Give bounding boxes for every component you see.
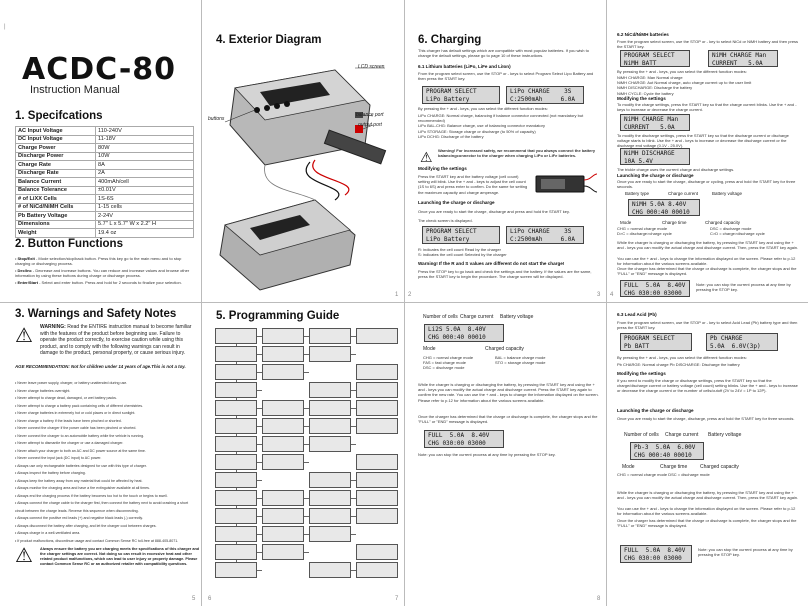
lcd-nimh-status: NiMH 5.0A 8.40V CHG 000:40 00010 <box>628 199 700 216</box>
spec-row <box>16 186 194 195</box>
spec-label: # of LiXX Cells <box>16 195 96 204</box>
nimh-mode-legend <box>617 226 799 236</box>
nimh-modes-text: By pressing the + and - keys, you can select the different function modes: <box>617 69 747 74</box>
spec-label: # of NiCd/NiMH Cells <box>16 203 96 212</box>
label-buttons: buttons <box>208 116 225 122</box>
flowchart-step <box>215 436 257 452</box>
lcd-nimh-full: FULL 5.0A 8.40V CHG 030:00 03000 <box>620 280 690 297</box>
legend-item: CHG = normal charge mode <box>423 355 474 360</box>
flowchart-connector <box>351 534 356 535</box>
label-battery-voltage: Battery voltage <box>712 191 743 196</box>
lead-text: From the program select screen, use the STOP or - key to select Acid Lead (Pb) battery type and then press the START key. <box>617 320 798 331</box>
button-function-decinc: • Dec/Inc - Decrease and increase buttons. You can reduce and increase values and browse other information by using these buttons during charge or discharge process. <box>15 268 190 279</box>
flowchart-step <box>215 562 257 578</box>
spec-label: Balance Tolerance <box>16 186 96 195</box>
nimh-modify-text: To modify the charge settings, press the START key so that the charge current blinks. Use the + and - keys to increase or decrease the charge current. <box>617 102 797 113</box>
spec-label: AC Input Voltage <box>16 127 96 136</box>
label-charge-current: Charge current <box>460 314 494 320</box>
mode-item: NiMH CHARGE: Aut Normal charge, auto charge current up to the user limit <box>617 80 752 86</box>
label-output-port: output port <box>358 122 382 128</box>
lead-screens-text: You can use the + and - keys to change the information displayed on the screen. Please refer to p.12 for information about the various screens available. <box>617 506 796 517</box>
nimh-discharge-text: To modify the discharge settings, press the START key so that the discharge current or discharge voltage starts to blink. Use the + and - keys to increase or decrease the discharge current or the discharge end voltage (0.1V - 25.0V). <box>617 133 789 149</box>
warning-item: • Never charge batteries in extremely hot or cold places or in direct sunlight. <box>15 410 195 418</box>
lithium-mode-list <box>418 113 598 139</box>
flowchart-step <box>262 436 304 452</box>
flowchart-connector <box>304 552 309 553</box>
spec-value: 5.7" L x 5.7" W x 2.2" H <box>96 220 194 229</box>
mode-legend-left <box>423 355 503 371</box>
lead-modes: Pb CHARGE: Normal charge Pb DISCHARGE: Discharge the battery <box>617 362 740 367</box>
flowchart-step <box>215 490 257 506</box>
spec-label: Discharge Rate <box>16 169 96 178</box>
flowchart-step <box>356 364 398 380</box>
spec-label: Charge Power <box>16 144 96 153</box>
buttons-heading: 2. Button Functions <box>15 238 123 250</box>
rs-warning: Warning! If the R and S values are different do not start the charge! <box>418 261 565 266</box>
label-balance-port: balance port <box>356 112 384 118</box>
flowchart-step <box>262 490 304 506</box>
warning-item: • Always connect the charge cable to the charger first, then connect the battery next to avoid crashing a short circuit between the charge leads. Reverse this sequence when disconnecting. <box>15 500 195 515</box>
flowchart-connector <box>351 444 356 445</box>
flowchart-step <box>215 364 257 380</box>
nimh-launch-heading: Launching the charge or discharge <box>617 173 694 178</box>
lcd-lipo-charge: LiPo CHARGE 3S C:2500mAh 6.0A <box>506 86 584 104</box>
warning-item: • Never charge a battery if the leads have been pinched or shorted. <box>15 418 195 426</box>
rs-explanation: R: indicates the cell count Read by the charger S: indicates the cell count Selected by the charger <box>418 247 507 258</box>
warning-item: • Never attach your charger to both an AC and DC power source at the same time. <box>15 448 195 456</box>
warning-item: • Always disconnect the battery after charging, and let the charger cool between charges. <box>15 523 195 531</box>
fold-line <box>201 0 202 606</box>
page-number: 7 <box>395 596 399 602</box>
page-number: 8 <box>597 596 601 602</box>
nimh-trickle-text: The trickle charge uses the current charge and discharge settings. <box>617 167 735 172</box>
charging-adjust-text: While the charger is charging or discharging the battery, by pressing the START key and using the + and - keys you can modify the actual charge and discharge current. Press the START key again to confirm the new rate. You can use the + and - keys to change the information displayed on the screen. Please refer to p.12 for information about the various screens available. <box>418 382 599 403</box>
lcd-nimh-charge: NiMH CHARGE Man CURRENT 5.0A <box>708 50 778 67</box>
flowchart-step <box>215 544 257 560</box>
lead-modify-heading: Modifying the settings <box>617 371 666 376</box>
label-mode: Mode <box>622 464 635 470</box>
spec-row <box>16 203 194 212</box>
page-number: 6 <box>208 596 212 602</box>
flowchart-step <box>309 418 351 434</box>
mode-item: NiMH CYCLE: Cycle the battery <box>617 90 674 96</box>
lcd-check-right: LiPo CHARGE 3S C:2500mAh 6.0A <box>506 226 584 244</box>
warning-intro: WARNING: Read the ENTIRE instruction manual to become familiar with the features of the product before beginning use. Failure to operate the product correctly, to exercise caution while using this product, and to comply with the following warnings can result in damage to the product, personal property, or cause serious injury. <box>40 324 192 357</box>
nicd-heading: 6.2 NiCd/NiMH batteries <box>617 32 669 37</box>
rs-warning-text: Press the STOP key to go back and check the settings and the battery. If the values are the same, press the START key to begin the procedure. The charge screen will be displayed. <box>418 269 592 280</box>
spec-value: ±0.01V <box>96 186 194 195</box>
spec-value: 8A <box>96 161 194 170</box>
warning-item: • Never charge batteries overnight. <box>15 388 195 396</box>
check-text: The check screen is displayed. <box>418 218 473 223</box>
flowchart-connector <box>257 570 262 571</box>
lipo-balance-warning: Warning! For increased safety, we recommend that you always connect the battery balancingconnector to the charger when charging LiPo or LiFe batteries. <box>438 148 596 159</box>
spec-value: 80W <box>96 144 194 153</box>
flowchart-step <box>215 508 257 524</box>
warnings-heading: 3. Warnings and Safety Notes <box>15 308 177 320</box>
mode-item: NiMH CHARGE: Man Normal charge <box>617 75 683 80</box>
flowchart-step <box>262 364 304 380</box>
flowchart-step <box>356 508 398 524</box>
spec-value: 1-15 cells <box>96 203 194 212</box>
spec-value: 2-24V <box>96 212 194 221</box>
label-mode: Mode <box>620 220 632 225</box>
label-number-of-cells: Number of cells <box>423 314 458 320</box>
age-recommendation: AGE RECOMMENDATION: Not for children under 14 years of age.This is not a toy. <box>15 364 186 369</box>
warning-footer: Always ensure the battery you are charging meets the specifications of this charger and the charger settings are correct. Not doing so can result in excessive heat and other related product malfunctions, which can lead to user injury or property damage. Please contact Common Sense RC or an authorized retailer with compatibility questions. <box>40 547 200 566</box>
flowchart-step <box>215 526 257 542</box>
label-battery-voltage: Battery voltage <box>500 314 534 320</box>
spec-label: Dimensions <box>16 220 96 229</box>
flowchart-step <box>309 346 351 362</box>
flowchart-step <box>356 472 398 488</box>
label-charge-time: Charge time <box>662 220 687 225</box>
flowchart-step <box>262 400 304 416</box>
mode-item: LiPo CHARGE: Normal charge, balancing if balance connector connected (not mandatory but recommended) <box>418 113 584 124</box>
lcd-nimh-current: NiMH CHARGE Man CURRENT 5.0A <box>620 114 690 131</box>
spec-row <box>16 152 194 161</box>
flowchart-step <box>262 454 304 470</box>
flowchart-step <box>215 418 257 434</box>
lithium-heading: 6.1 Lithium batteries (LiPo, LiFe and LiIon) <box>418 64 511 69</box>
spec-row <box>16 127 194 136</box>
fold-line <box>404 0 405 606</box>
flowchart-step <box>356 382 398 398</box>
warning-item: • Always connect the positive red leads (+) and negative black leads (-) correctly. <box>15 515 195 523</box>
label-number-of-cells: Number of cells <box>624 432 659 438</box>
spec-row <box>16 135 194 144</box>
lipo-battery-illustration <box>533 170 599 198</box>
flowchart-step <box>309 436 351 452</box>
spec-row <box>16 161 194 170</box>
flowchart-step <box>262 508 304 524</box>
nimh-screens-text: You can use the + and - keys to change the information displayed on the screen. Please refer to p.12 for information about the various screens available. <box>617 256 796 267</box>
flowchart-step <box>356 454 398 470</box>
flowchart-connector <box>257 480 262 481</box>
lcd-program-select-lipo: PROGRAM SELECT LiPo Battery <box>422 86 500 104</box>
warning-item: • Always keep the battery away from any material that could be affected by heat. <box>15 478 195 486</box>
warning-icon: ⚠ <box>15 325 33 347</box>
label-battery-type: Battery type <box>625 191 650 196</box>
fold-line <box>0 302 808 303</box>
modify-text: Press the START key and the battery voltage (cell count) setting will blink. Use the + and - keys to adjust the cell count (1S to 6S) and press enter to confirm. Do the same for setting the maximum capacity and charge amperage. <box>418 174 528 195</box>
stop-note: Note: you can stop the current process at any time by pressing the STOP key. <box>418 452 556 457</box>
charging-complete-text: Once the charger has determined that the charge or discharge is complete, the charger stops and the "FULL" or "END" message is displayed. <box>418 414 598 425</box>
warning-item: • Always charge in a well-ventilated area. <box>15 530 195 538</box>
mode-item: LiPo DCHG: Discharge of the battery <box>418 133 484 139</box>
flowchart-connector <box>304 372 309 373</box>
flowchart-step <box>309 382 351 398</box>
charging-heading: 6. Charging <box>418 34 482 46</box>
page-number: 2 <box>408 292 412 298</box>
button-function-enter: • Enter/Start - Select and enter button. Press and hold for 2 seconds to finalize your selection. <box>15 280 182 285</box>
flowchart-step <box>356 562 398 578</box>
warning-list <box>15 380 195 545</box>
flowchart-step <box>309 400 351 416</box>
lead-launch-text: Once you are ready to start the charge, discharge, press and hold the START key for three seconds. <box>617 416 795 421</box>
lcd-check-left: PROGRAM SELECT LiPo Battery <box>422 226 500 244</box>
warning-item: • Never attempt to dismantle the charger or use a damaged charger. <box>15 440 195 448</box>
lead-launch-heading: Launching the charge or discharge <box>617 408 694 413</box>
flowchart-connector <box>257 390 262 391</box>
label-mode: Mode <box>423 346 436 352</box>
flowchart-step <box>309 526 351 542</box>
lead-heading: 6.3 Lead Acid (Pb) <box>617 312 657 317</box>
lithium-text: From the program select screen, use the STOP or - keys to select Program Select Lipo Battery and then press the START key. <box>418 71 594 82</box>
lead-complete-text: Once the charger has determined that the charge or discharge is complete, the charger stops and the "FULL" or "END" message is displayed. <box>617 518 797 529</box>
lcd-program-select-nimh: PROGRAM SELECT NiMH BATT <box>620 50 690 67</box>
label-charged-capacity: Charged capacity <box>700 464 739 470</box>
programming-heading: 5. Programming Guide <box>216 310 340 322</box>
spec-row <box>16 178 194 187</box>
spec-label: Pb Battery Voltage <box>16 212 96 221</box>
flowchart-connector <box>304 462 309 463</box>
lead-adjust-text: While the charger is charging or discharging the battery, by pressing the START key and using the + and - keys you can modify the actual charge and discharge current. Then, press the START key again. <box>617 490 799 501</box>
flowchart-step <box>262 418 304 434</box>
flowchart-step <box>356 400 398 416</box>
lcd-nimh-discharge: NiMH DISCHARGE 10A 5.4V <box>620 148 690 165</box>
button-function-stop: • Stop/Exit - Mode selection/stop/back button. Press this key go to the main menu and to stop charging or discharging process. <box>15 256 182 267</box>
lead-stop-note: Note: you can stop the current process at any time by pressing the STOP key. <box>698 547 793 558</box>
flowchart-step <box>262 544 304 560</box>
lead-mode-legend: CHG = normal charge mode DSC = discharge mode <box>617 472 710 477</box>
warning-item: • Never attempt to charge dead, damaged, or wet battery packs. <box>15 395 195 403</box>
spec-row <box>16 220 194 229</box>
manual-spread: | 1 2 3 4 5 6 7 8 ACDC-80 Instruction Manual 1. Specifcations AC Input Voltage 110-240V DC Input Voltage 11-18V Charge Power 80W Discharge Power 10W Charge Rate 8A Discharge Rate 2A Balance Current 400mAh/cell Balance Tolerance ±0.01V # of LiXX Cells 1S-6S # of NiCd/NiMH Cells 1-15 cells Pb Battery Voltage 2-24V Dimensions 5.7" L x 5.7" W x 2.2" H Weight 19.4 oz 2. Button Functions • Stop/Exit - Mode selection/stop/back button. Press this key go to the main menu and to stop charging or discharging process. • Dec/Inc - Decrease and increase buttons. You can reduce and increase values and browse other information by using these buttons during charge or discharge process. • Enter/Start - Select and enter button. Press and hold for 2 seconds to finalize your selection. 3. Warnings and Safety Notes ⚠ WARNING: Read the ENTIRE instruction manual to become familiar with the features of the product before beginning use. Failure to operate the product correctly, to exercise caution while using this product, and to comply with the following warnings can result in damage to the product, personal property, or cause serious injury. AGE RECOMMENDATION: Not for children under 14 years of age.This is not a toy. • Never leave power supply, charger, or battery unattended during use. • Never charge batteries overnight. • Never attempt to charge dead, damaged, or wet battery packs. • Never attempt to charge a battery pack containing cells of different chemistries. • Never charge batteries in extremely hot or cold places or in direct sunlight. • Never charge a battery if the leads have been pinched or shorted. • Never connect the charger if the power cable has been pinched or shorted. • Never connect the charger to an automobile battery while the vehicle is running. • Never attempt to dismantle the charger or use a damaged charger. • Never attach your charger to both an AC and DC power source at the same time. • Never connect the input jack (DC input) to AC power. • Always use only rechargeable batteries designed for use with this type of charger. • Always inspect the battery before charging. • Always keep the battery away from any material that could be affected by heat. • Always monitor the charging area and have a fire extinguisher available at all times. • Always end the charging process if the battery becomes too hot to the touch or begins to swell. • Always connect the charge cable to the charger first, then connect the battery next to avoid crashing a short circuit between the charge leads. Reverse this sequence when disconnecting. • Always connect the positive red leads (+) and negative black leads (-) correctly. • Always disconnect the battery after charging, and let the charger cool between charges. • Always charge in a well-ventilated area. • If product malfunctions, discontinue usage and contact Common Sense RC toll-free at 888-405-8071. ⚠ Always ensure the battery you are charging meets the specifications of this charger and the charger settings are correct. Not doing so can result in excessive heat and other related product malfunctions, which can lead to user injury or property damage. Please contact Common Sense RC or an authorized retailer with compatibility questions. 4. Exterior Diagram LCD screen buttons balance port output port 5. Programming Guide 6. Charging This charger has default settings which are compatible with most popular batteries. If you wish to change the default settings, please go to page 10 of these instructions. 6.1 Lithium batteries (LiPo, LiFe and LiIon) From the program select screen, use the STOP or - keys to select Program Select Lipo Battery and then press the START key. PROGRAM SELECT LiPo Battery LiPo CHARGE 3S C:2500mAh 6.0A By pressing the + and - keys, you can select the different function modes: LiPo CHARGE: Normal charge, balancing if balance connector connected (not mandatory but recommended) LiPo BAL-CHG: Balance charge, use of balancing connector mandatory LiPo STORAGE: Storage charge or discharge (to 50% of capacity) LiPo DCHG: Discharge of the battery ⚠ Warning! For increased safety, we recommend that you always connect the battery balancingconnector to the charger when charging LiPo or LiFe batteries. Modifying the settings Press the START key and the battery voltage (cell count) setting will blink. Use the + and - keys to adjust the cell count (1S to 6S) and press enter to confirm. Do the same for setting the maximum capacity and charge amperage. Launching the charge or discharge Once you are ready to start the charge, discharge and press and hold the START key. The check screen is displayed. PROGRAM SELECT LiPo Battery LiPo CHARGE 3S C:2500mAh 6.0A R: indicates the cell count Read by the charger S: indicates the cell count Selected by the charger Warning! If the R and S values are different do not start the charge! Press the STOP key to go back and check the settings and the battery. If the values are the same, press the START key to begin the procedure. The charge screen will be displayed. Number of cells Charge current Battery voltage Li2S 5.0A 8.40V CHG 000:40 00010 Mode Charged capacity CHG = normal charge mode FAS = fast charge mode DSC = discharge mode BAL = balance charge mode STO = storage charge mode While the charger is charging or discharging the battery, by pressing the START key and using the + and - keys you can modify the actual charge and discharge current. Press the START key again to confirm the new rate. You can use the + and - keys to change the information displayed on the screen. Please refer to p.12 for information about the various screens available. Once the charger has determined that the charge or discharge is complete, the charger stops and the "FULL" or "END" message is displayed. FULL 5.0A 8.40V CHG 030:00 03000 Note: you can stop the current process at any time by pressing the STOP key. 6.2 NiCd/NiMH batteries From the program select screen, use the STOP or - key to select NiCd or NiMH battery and then press the START key. PROGRAM SELECT NiMH BATT NiMH CHARGE Man CURRENT 5.0A By pressing the + and - keys, you can select the different function modes: NiMH CHARGE: Man Normal charge NiMH CHARGE: Aut Normal charge, auto charge current up to the user limit NiMH DISCHARGE: Discharge the battery NiMH CYCLE: Cycle the battery Modifying the settings To modify the charge settings, press the START key so that the charge current blinks. Use the + and - keys to increase or decrease the charge current. NiMH CHARGE Man CURRENT 5.0A To modify the discharge settings, press the START key so that the discharge current or discharge voltage starts to blink. Use the + and - keys to increase or decrease the discharge current or the discharge end voltage (0.1V - 25.0V). NiMH DISCHARGE 10A 5.4V The trickle charge uses the current charge and discharge settings. Launching the charge or discharge Once you are ready to start the charge, discharge or cycling, press and hold the START key for three seconds. Battery type Charge current Battery voltage NiMH 5.0A 8.40V CHG 000:40 00010 Mode Charge time Charged capacity CHG = normal charge mode D>C = discharge>charge cycle DSC = discharge mode C>D = charge>discharge cycle While the charger is charging or discharging the battery, by pressing the START key and using the + and - keys you can modify the actual charge and discharge current. Then, press the START key again. You can use the + and - keys to change the information displayed on the screen. Please refer to p.12 for information about the various screens available. Once the charger has determined that the charge or discharge is complete, the charger stops and the "FULL" or "END" message is displayed. FULL 5.0A 8.40V CHG 030:00 03000 Note: you can stop the current process at any time by pressing the STOP key. 6.3 Lead Acid (Pb) From the program select screen, use the STOP or - key to select Acid Lead (Pb) battery type and then press the START key. PROGRAM SELECT Pb BATT Pb CHARGE 5.0A 6.0V(3p) By pressing the + and - keys, you can select the different function modes: Pb CHARGE: Normal charge Pb DISCHARGE: Discharge the battery Modifying the settings If you need to modify the charge or discharge settings, press the START key so that the charge/discharge current or battery voltage (cell count) setting blinks. Use the + and - keys to increase or decrease the charge current or the number of cells/cutoff (2V to 24V = 1P to 12P). Launching the charge or discharge Once you are ready to start the charge, discharge, press and hold the START key for three seconds. Number of cells Charge current Battery voltage Pb-3 5.0A 6.00V CHG 000:40 00010 Mode Charge time Charged capacity CHG = normal charge mode DSC = discharge mode While the charger is charging or discharging the battery, by pressing the START key and using the + and - keys you can modify the actual charge and discharge current. Then, press the START key again. You can use the + and - keys to change the information displayed on the screen. Please refer to p.12 for information about the various screens available. Once the charger has determined that the charge or discharge is complete, the charger stops and the "FULL" or "END" message is displayed. FULL 5.0A 8.40V CHG 030:00 03000 Note: you can stop the current process at any time by pressing the STOP key. <box>0 0 808 606</box>
spec-value: 1S-6S <box>96 195 194 204</box>
warning-item: • Never connect the charger if the power cable has been pinched or shorted. <box>15 425 195 433</box>
fold-line <box>606 0 607 606</box>
specs-table <box>15 126 194 238</box>
exterior-heading: 4. Exterior Diagram <box>216 34 322 46</box>
mode-legend-right <box>495 355 585 365</box>
nimh-adjust-text: While the charger is charging or discharging the battery, by pressing the START key and using the + and - keys you can modify the actual charge and discharge current. Then, press the START key again. <box>617 240 799 251</box>
nimh-launch-text: Once you are ready to start the charge, discharge or cycling, press and hold the START key for three seconds. <box>617 179 796 190</box>
spec-label: Weight <box>16 229 96 238</box>
flowchart-step <box>215 382 257 398</box>
flowchart-step <box>309 562 351 578</box>
spec-row <box>16 212 194 221</box>
warning-item: • Always use only rechargeable batteries designed for use with this type of charger. <box>15 463 195 471</box>
flowchart-step <box>215 400 257 416</box>
flowchart-step <box>356 544 398 560</box>
flowchart-step <box>215 472 257 488</box>
warning-item: • Never connect the charger to an automobile battery while the vehicle is running. <box>15 433 195 441</box>
spec-label: DC Input Voltage <box>16 135 96 144</box>
lcd-pb-status: Pb-3 5.0A 6.00V CHG 000:40 00010 <box>630 442 704 460</box>
warning-item: • Always inspect the battery before charging. <box>15 470 195 478</box>
label-charge-current: Charge current <box>665 432 699 438</box>
legend-item: DSC = discharge mode <box>423 365 465 371</box>
label-charged-capacity: Charged capacity <box>485 346 524 352</box>
modify-heading: Modifying the settings <box>418 166 467 171</box>
spec-value: 11-18V <box>96 135 194 144</box>
flowchart-connector <box>351 354 356 355</box>
mode-item: LiPo BAL-CHG: Balance charge, use of balancing connector mandatory <box>418 123 545 129</box>
flowchart-step <box>215 328 257 344</box>
charger-illustration <box>205 50 400 295</box>
page-number: 3 <box>597 292 601 298</box>
spec-value: 400mAh/cell <box>96 178 194 187</box>
warning-item: • If product malfunctions, discontinue usage and contact Common Sense RC toll-free at 888-405-8071. <box>15 538 195 546</box>
specs-heading: 1. Specifcations <box>15 110 103 122</box>
lcd-pb-charge: Pb CHARGE 5.0A 6.0V(3p) <box>706 333 778 351</box>
warning-icon: ⚠ <box>15 545 33 567</box>
legend-item: CHG = normal charge mode <box>617 226 668 231</box>
spec-value: 110-240V <box>96 127 194 136</box>
lcd-pb-full: FULL 5.0A 8.40V CHG 030:00 03000 <box>620 545 692 563</box>
launch-text: Once you are ready to start the charge, discharge and press and hold the START key. <box>418 209 570 214</box>
spec-row <box>16 169 194 178</box>
flowchart-step <box>356 490 398 506</box>
legend-item: DSC = discharge mode <box>710 226 752 231</box>
warning-item: • Never connect the input jack (DC input) to AC power. <box>15 455 195 463</box>
legend-item: C>D = charge>discharge cycle <box>710 231 765 237</box>
launch-heading: Launching the charge or discharge <box>418 200 495 205</box>
flowchart-step <box>309 508 351 524</box>
warning-item: • Never leave power supply, charger, or battery unattended during use. <box>15 380 195 388</box>
lithium-modes-text: By pressing the + and - keys, you can select the different function modes: <box>418 106 548 111</box>
spec-value: 10W <box>96 152 194 161</box>
spec-row <box>16 144 194 153</box>
flowchart-step <box>262 526 304 542</box>
spec-label: Charge Rate <box>16 161 96 170</box>
flowchart-step <box>215 454 257 470</box>
lcd-full: FULL 5.0A 8.40V CHG 030:00 03000 <box>424 430 504 448</box>
spec-value: 2A <box>96 169 194 178</box>
legend-item: STO = storage charge mode <box>495 360 546 366</box>
label-charge-time: Charge time <box>660 464 688 470</box>
label-lcd-screen: LCD screen <box>358 64 385 70</box>
nimh-mode-list <box>617 75 799 96</box>
spec-label: Balance Current <box>16 178 96 187</box>
lead-modes-text: By pressing the + and - keys, you can select the different function modes: <box>617 355 747 360</box>
flowchart-step <box>262 328 304 344</box>
warning-item: • Never attempt to charge a battery pack containing cells of different chemistries. <box>15 403 195 411</box>
spec-value: 19.4 oz <box>96 229 194 238</box>
label-charged-capacity: Charged capacity <box>705 220 741 225</box>
flowchart-step <box>309 490 351 506</box>
flowchart-step <box>356 418 398 434</box>
mode-item: LiPo STORAGE: Storage charge or discharge (to 50% of capacity) <box>418 128 536 134</box>
warning-item: • Always monitor the charging area and have a fire extinguisher available at all times. <box>15 485 195 493</box>
flowchart-step <box>262 346 304 362</box>
nimh-complete-text: Once the charger has determined that the charge or discharge is complete, the charger stops and the "FULL" or "END" message is displayed. <box>617 266 797 277</box>
legend-item: BAL = balance charge mode <box>495 355 546 360</box>
legend-item: D>C = discharge>charge cycle <box>617 231 672 237</box>
warning-item: • Always end the charging process if the battery becomes too hot to the touch or begins to swell. <box>15 493 195 501</box>
spec-label: Discharge Power <box>16 152 96 161</box>
flowchart-step <box>215 346 257 362</box>
flowchart-step <box>356 328 398 344</box>
label-battery-voltage: Battery voltage <box>708 432 742 438</box>
label-charge-current: Charge current <box>668 191 699 196</box>
mode-item: NiMH DISCHARGE: Discharge the battery <box>617 85 693 91</box>
page-number: 5 <box>192 596 196 602</box>
flowchart-step <box>309 328 351 344</box>
charging-intro: This charger has default settings which are compatible with most popular batteries. If you wish to change the default settings, please go to page 10 of these instructions. <box>418 48 589 59</box>
nimh-modify-heading: Modifying the settings <box>617 96 666 101</box>
warning-icon: ⚠ <box>420 149 433 165</box>
nimh-stop-note: Note: you can stop the current process at any time by pressing the STOP key. <box>696 282 791 293</box>
page-number: 1 <box>395 292 399 298</box>
manual-title: ACDC-80 <box>22 52 177 87</box>
flowchart-step <box>309 472 351 488</box>
lcd-program-select-pb: PROGRAM SELECT Pb BATT <box>620 333 692 351</box>
page-number: 4 <box>610 292 614 298</box>
spec-row <box>16 195 194 204</box>
legend-item: FAS = fast charge mode <box>423 360 467 366</box>
nicd-text: From the program select screen, use the STOP or - key to select NiCd or NiMH battery and then press the START key. <box>617 39 799 50</box>
lcd-charging-status: Li2S 5.0A 8.40V CHG 000:40 00010 <box>424 324 504 342</box>
manual-subtitle: Instruction Manual <box>30 84 120 96</box>
lead-modify-text: If you need to modify the charge or discharge settings, press the START key so that the charge/discharge current or battery voltage (cell count) setting blinks. Use the + and - keys to increase or decrease the charge current or the number of cells/cutoff (2V to 24V = 1P to 12P). <box>617 378 798 394</box>
spec-row <box>16 229 194 238</box>
